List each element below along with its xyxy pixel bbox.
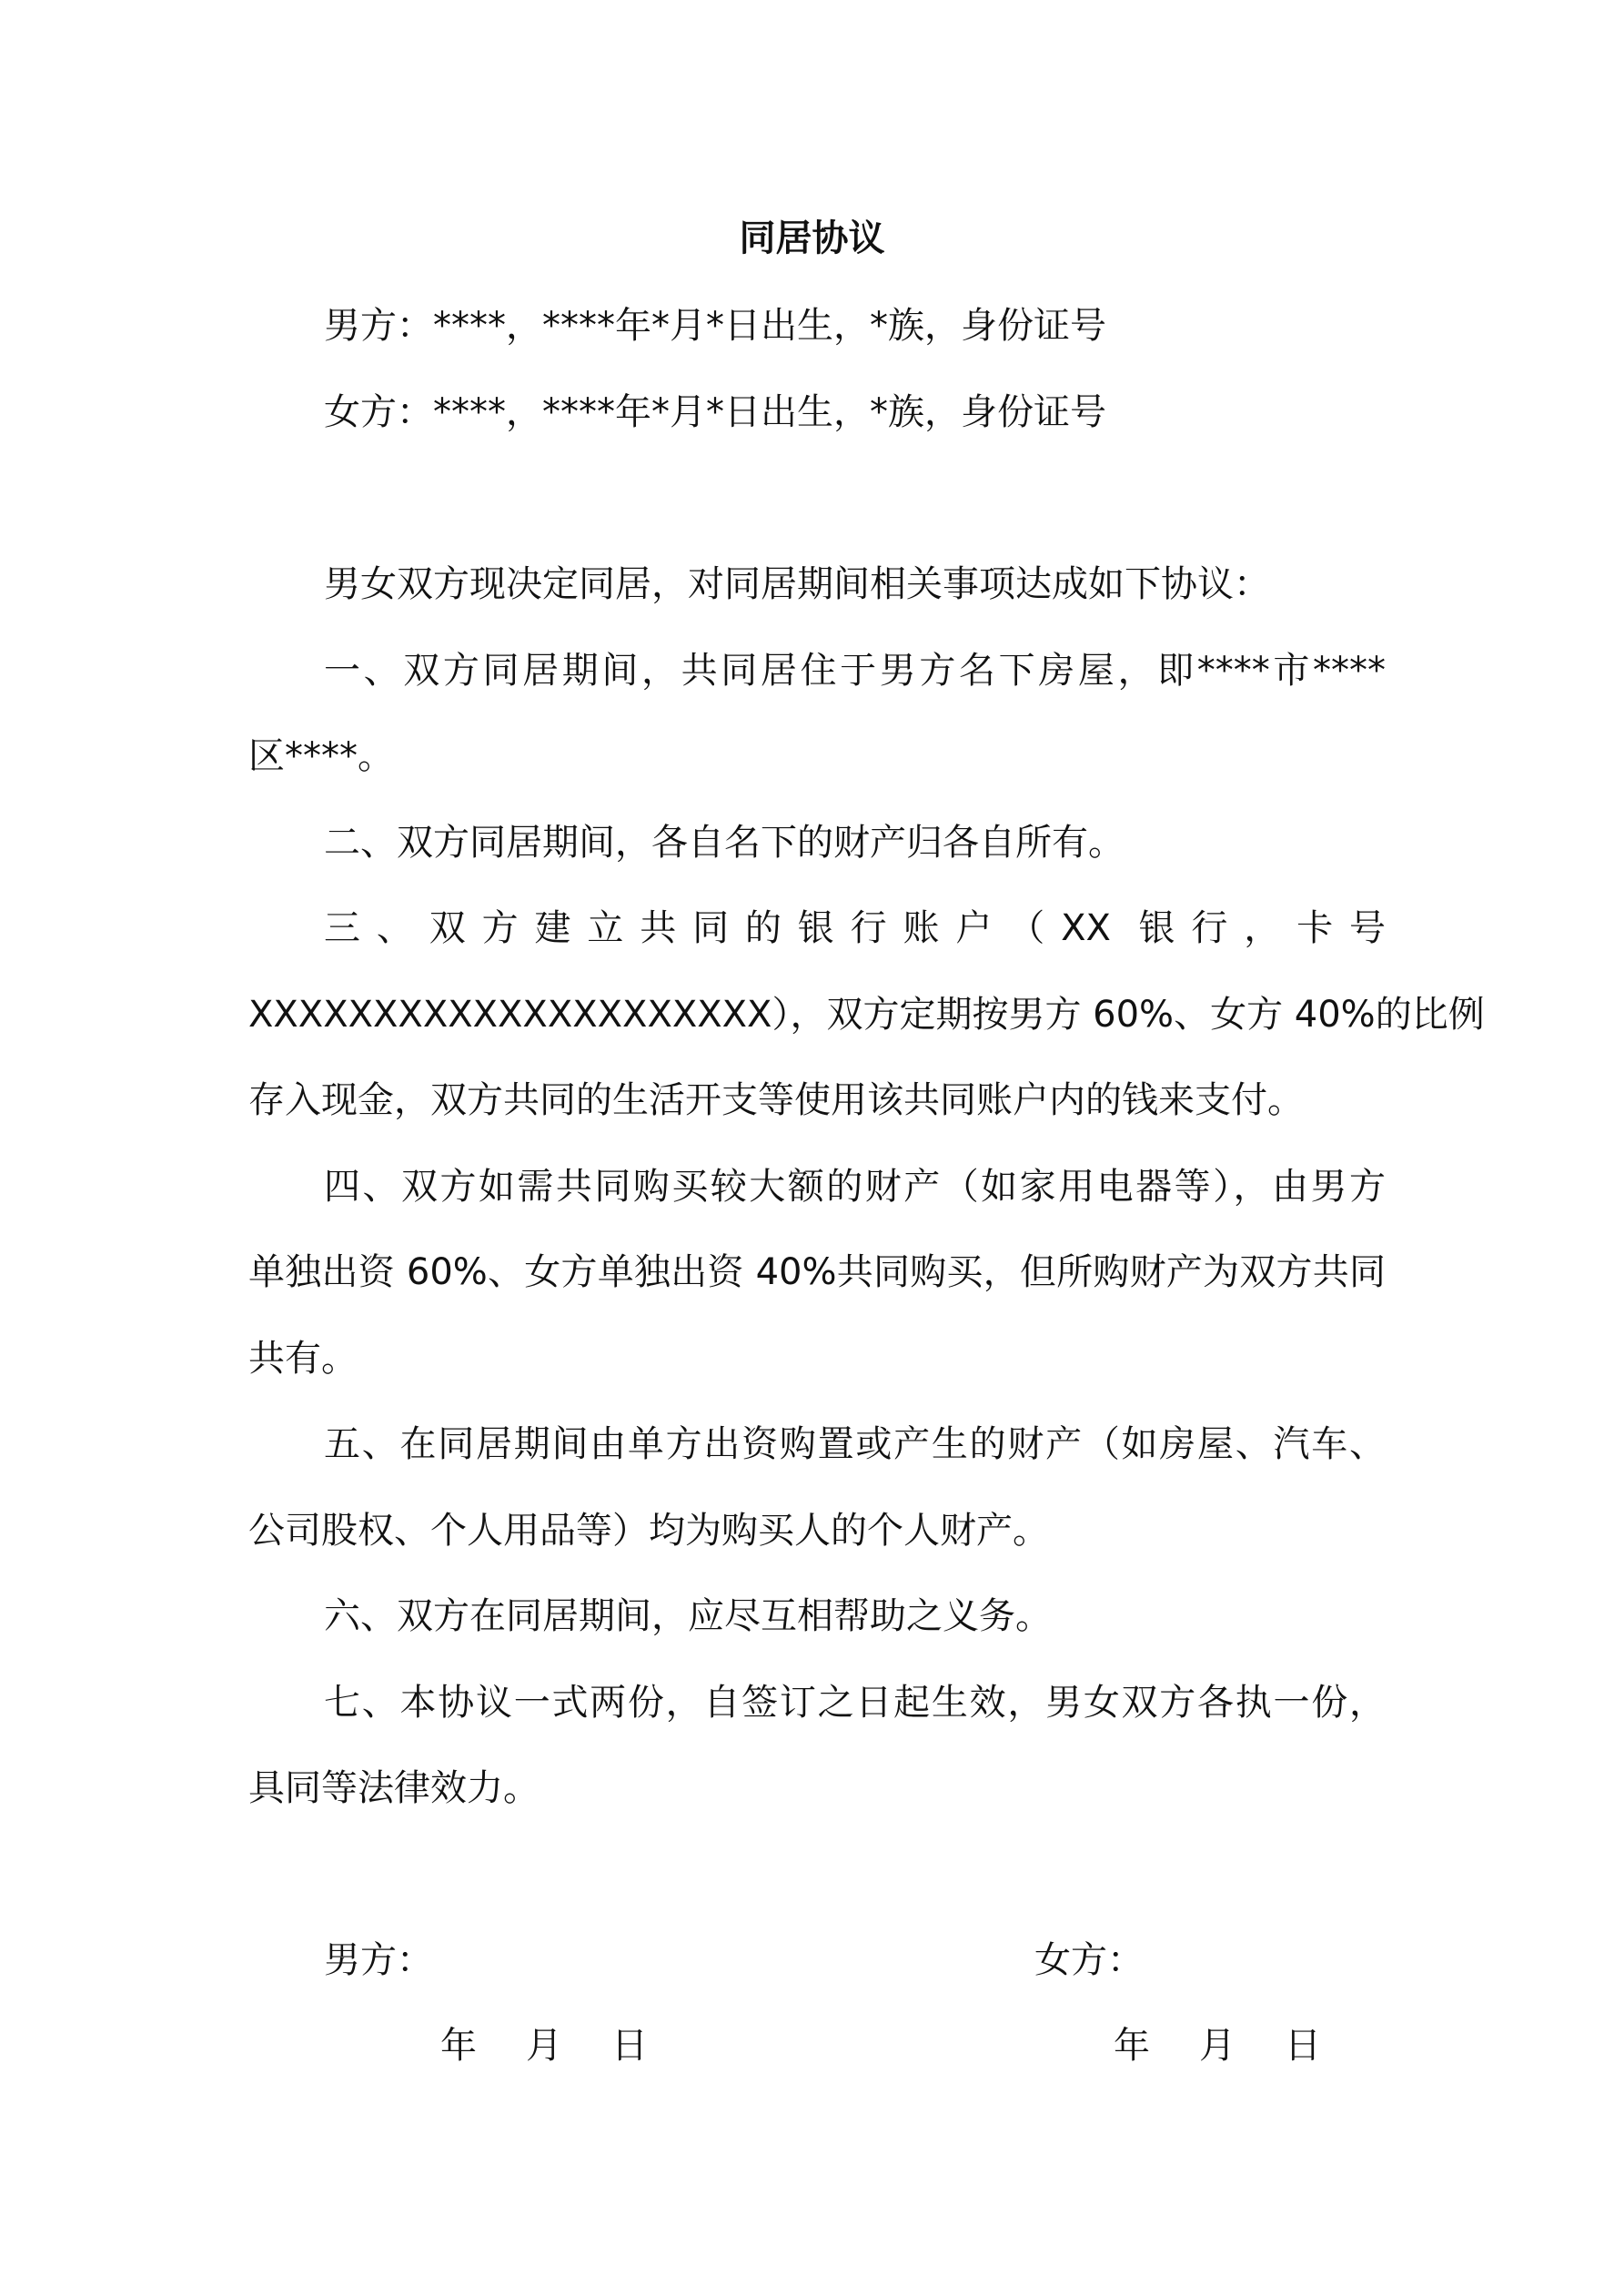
clause-5-line-2: 公司股权、个人用品等）均为购买人的个人财产。 bbox=[248, 1510, 1049, 1552]
clause-4-line-1: 四、双方如需共同购买较大额的财产（如家用电器等），由男方 bbox=[324, 1166, 1386, 1208]
clause-1-line-2: 区****。 bbox=[248, 735, 394, 777]
clause-6-line-1: 六、双方在同居期间，应尽互相帮助之义务。 bbox=[324, 1595, 1052, 1637]
document-title: 同居协议 bbox=[739, 217, 885, 259]
clause-7-line-1: 七、本协议一式两份，自签订之日起生效，男女双方各执一份， bbox=[324, 1682, 1386, 1724]
clause-3-line-3: 存入现金，双方共同的生活开支等使用该共同账户内的钱来支付。 bbox=[248, 1079, 1304, 1121]
female-date-year: 年 bbox=[1114, 2025, 1150, 2067]
clause-2-line-1: 二、双方同居期间，各自名下的财产归各自所有。 bbox=[324, 822, 1125, 864]
female-signature-date bbox=[1114, 2018, 1321, 2073]
intro-paragraph: 男女双方现决定同居，对同居期间相关事项达成如下协议： bbox=[324, 563, 1270, 605]
male-signature-date bbox=[440, 2018, 648, 2073]
male-date-day: 日 bbox=[611, 2025, 648, 2067]
male-date-year: 年 bbox=[440, 2025, 477, 2067]
female-date-day: 日 bbox=[1285, 2025, 1321, 2067]
female-signature-label: 女方： bbox=[1034, 1939, 1144, 1981]
male-date-month: 月 bbox=[526, 2025, 562, 2067]
male-party-info: 男方：****，****年*月*日出生，*族，身份证号 bbox=[324, 305, 1106, 347]
clause-1-line-1: 一、双方同居期间，共同居住于男方名下房屋，即****市**** bbox=[324, 650, 1386, 692]
clause-3-line-2: XXXXXXXXXXXXXXXXXXXXX），双方定期按男方 60%、女方 40%的比例 bbox=[248, 994, 1485, 1036]
female-party-info: 女方：****，****年*月*日出生，*族，身份证号 bbox=[324, 391, 1106, 433]
female-date-month: 月 bbox=[1199, 2025, 1236, 2067]
clause-7-line-2: 具同等法律效力。 bbox=[248, 1767, 540, 1809]
clause-4-line-3: 共有。 bbox=[248, 1338, 358, 1380]
clause-3-line-1: 三、双方建立共同的银行账户（XX 银行，卡号 bbox=[324, 907, 1386, 949]
clause-5-line-1: 五、在同居期间由单方出资购置或产生的财产（如房屋、汽车、 bbox=[324, 1423, 1386, 1465]
male-signature-label: 男方： bbox=[324, 1939, 433, 1981]
clause-4-line-2: 单独出资 60%、女方单独出资 40%共同购买，但所购财产为双方共同 bbox=[248, 1251, 1386, 1293]
